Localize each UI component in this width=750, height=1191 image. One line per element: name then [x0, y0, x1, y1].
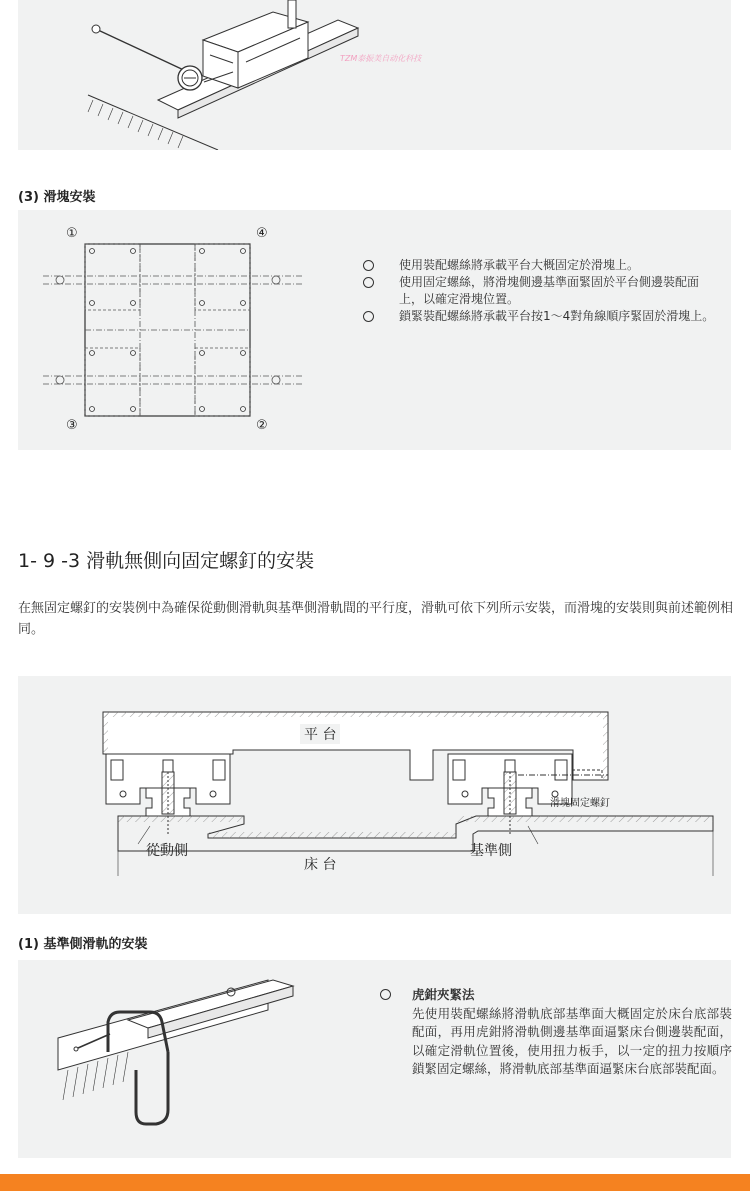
block-installation-heading: (3) 滑塊安裝	[18, 190, 96, 205]
block-installation-steps	[363, 257, 718, 325]
section-title: 1- 9 -3 滑軌無側向固定螺釘的安裝	[18, 550, 315, 572]
rail-installation-heading: (1) 基準側滑軌的安裝	[18, 937, 148, 952]
circle-bullet-icon	[380, 989, 391, 1000]
reference-side-label: 基準側	[470, 843, 512, 859]
list-item-text: 使用裝配螺絲將承載平台大概固定於滑塊上。	[399, 258, 640, 272]
list-item	[380, 986, 732, 1079]
list-item	[363, 274, 718, 308]
block-mounting-diagram	[18, 210, 338, 450]
list-item	[363, 308, 718, 325]
vise-method-text: 先使用裝配螺絲將滑軌底部基準面大概固定於床台底部裝配面，再用虎鉗將滑軌側邊基準面逼緊床台側邊裝配面，以確定滑軌位置後，使用扭力板手，以一定的扭力按順序鎖緊固定螺絲，將滑軌底部基準面逼緊床台底部裝配面。	[412, 1005, 732, 1076]
circle-bullet-icon	[363, 277, 374, 288]
circle-bullet-icon	[363, 260, 374, 271]
corner-label-2: ②	[256, 418, 268, 433]
vise-method-bullet	[380, 986, 732, 1079]
vise-method-title: 虎鉗夾緊法	[412, 987, 475, 1002]
circle-bullet-icon	[363, 311, 374, 322]
section-paragraph: 在無固定螺釘的安裝例中為確保從動側滑軌與基準側滑軌間的平行度，滑軌可依下列所示安裝，而滑塊的安裝則與前述範例相同。	[18, 601, 734, 637]
list-item-text: 使用固定螺絲，將滑塊側邊基準面緊固於平台側邊裝配面上，以確定滑塊位置。	[399, 275, 700, 306]
corner-label-4: ④	[256, 226, 268, 241]
corner-label-3: ③	[66, 418, 78, 433]
driven-side-label: 從動側	[146, 843, 188, 859]
rail-installation-panel	[18, 960, 731, 1158]
block-installation-panel	[18, 210, 731, 450]
dial-indicator-illustration	[18, 0, 731, 150]
platform-label: 平 台	[300, 724, 340, 744]
rail-cross-section-diagram	[18, 676, 731, 914]
footer-accent-bar	[0, 1174, 750, 1191]
cross-section-panel	[18, 676, 731, 914]
vise-clamp-illustration	[18, 960, 338, 1158]
block-screw-label: 滑塊固定螺釘	[550, 798, 610, 809]
top-illustration-panel	[18, 0, 731, 150]
watermark: TZM泰振美自动化科技	[340, 54, 422, 63]
corner-label-1: ①	[66, 226, 78, 241]
list-item-text: 鎖緊裝配螺絲將承載平台按1～4對角線順序緊固於滑塊上。	[399, 309, 715, 323]
list-item	[363, 257, 718, 274]
bed-label: 床 台	[304, 857, 337, 873]
